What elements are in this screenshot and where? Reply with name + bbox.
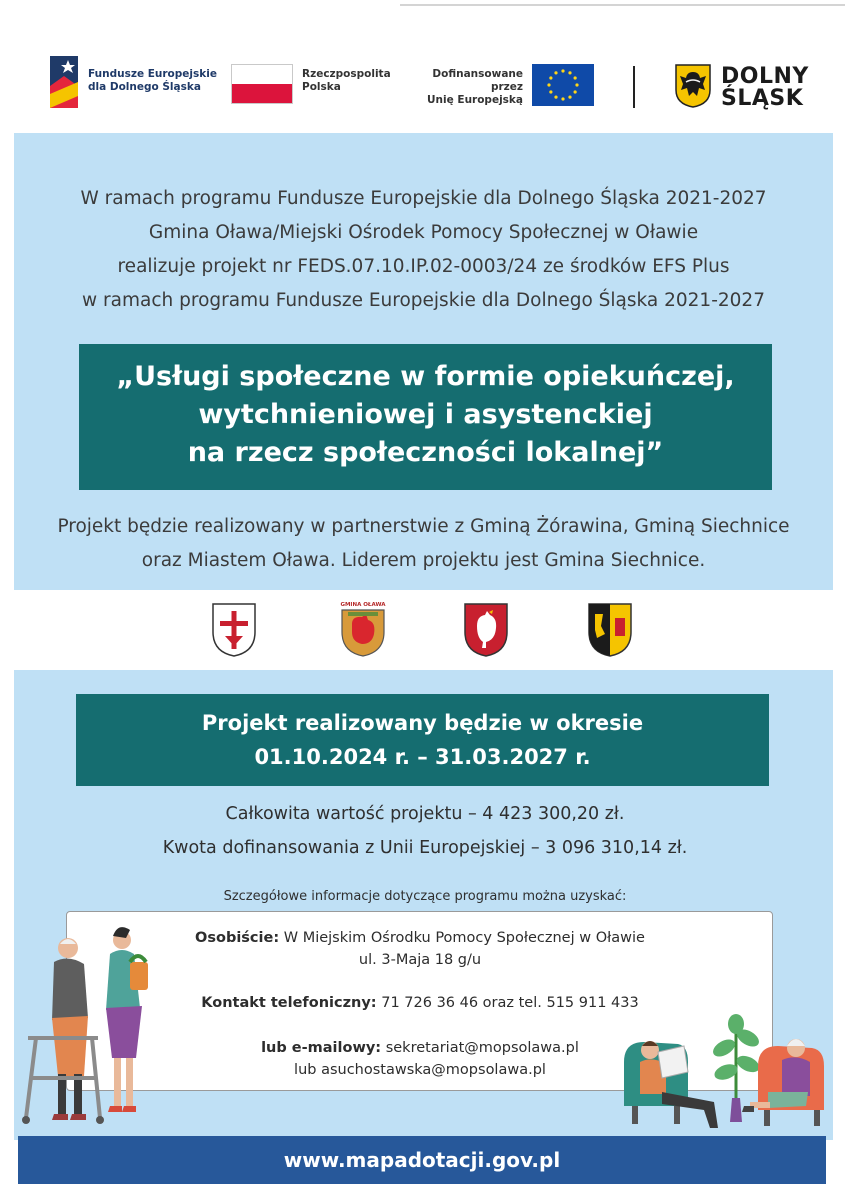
fundusze-europejskie-logo-icon — [50, 56, 78, 108]
eu-funding-text: Dofinansowane przez Unię Europejską — [427, 68, 523, 106]
project-value-text: Całkowita wartość projektu – 4 423 300,20 zł. Kwota dofinansowania z Unii Europejskiej – 3 096 310,14 zł. — [162, 804, 688, 858]
contact-email: lub e-mailowy: sekretariat@mopsolawa.pl — [261, 1040, 579, 1056]
eu-flag-icon — [532, 64, 594, 106]
logo-bar — [0, 50, 849, 120]
program-intro-text: W ramach programu Fundusze Europejskie dla Dolnego Śląska 2021-2027 Gmina Oława/Miejski Ośrodek Pomocy Społecznej w Oławie realizuje projekt nr FEDS.07.10.IP.02-0003/24 ze środków EFS Plus w ramach programu Fundusze Europejskie dla Dolnego Śląska 2021-2027 — [80, 188, 767, 311]
project-period: Projekt realizowany będzie w okresie 01.10.2024 r. – 31.03.2027 r. — [201, 711, 644, 769]
contact-phone: Kontakt telefoniczny: 71 726 36 46 oraz tel. 515 911 433 — [201, 995, 639, 1011]
dolny-slask-eagle-crest-icon — [675, 64, 711, 108]
gmina-olawa-crest-icon — [340, 602, 386, 658]
footer-url-link[interactable]: www.mapadotacji.gov.pl — [283, 1148, 561, 1172]
details-heading: Szczegółowe informacje dotyczące programu można uzyskać: — [223, 889, 627, 904]
contact-email-2[interactable]: lub asuchostawska@mopsolawa.pl — [294, 1062, 546, 1078]
project-title: „Usługi społeczne w formie opiekuńczej, wytchnieniowej i asystenckiej na rzecz społeczności lokalnej” — [116, 361, 735, 468]
caregiver-with-senior-illustration-icon — [18, 918, 158, 1133]
seniors-resting-illustration-icon — [618, 1002, 828, 1136]
rzeczpospolita-polska-text: Rzeczpospolita Polska — [302, 68, 391, 93]
dolny-slask-logo-text: DOLNY ŚLĄSK — [721, 64, 809, 111]
contact-address: ul. 3-Maja 18 g/u — [358, 952, 482, 968]
gmina-olawa-crest-label: GMINA OŁAWA — [340, 602, 386, 608]
polish-flag-icon — [231, 64, 293, 104]
contact-personal: Osobiście: W Miejskim Ośrodku Pomocy Społecznej w Oławie — [195, 930, 645, 946]
partnership-text: Projekt będzie realizowany w partnerstwie z Gminą Żórawina, Gminą Siechnice oraz Miastem Oława. Liderem projektu jest Gmina Siechnice. — [57, 516, 790, 571]
email-link[interactable]: sekretariat@mopsolawa.pl — [385, 1040, 579, 1056]
logo-separator — [633, 66, 635, 108]
split-crest-icon — [587, 602, 633, 658]
fundusze-europejskie-text: Fundusze Europejskie dla Dolnego Śląska — [88, 68, 217, 93]
rooster-crest-icon — [463, 602, 509, 658]
cross-crest-icon — [211, 602, 257, 658]
top-border-line — [400, 4, 845, 6]
